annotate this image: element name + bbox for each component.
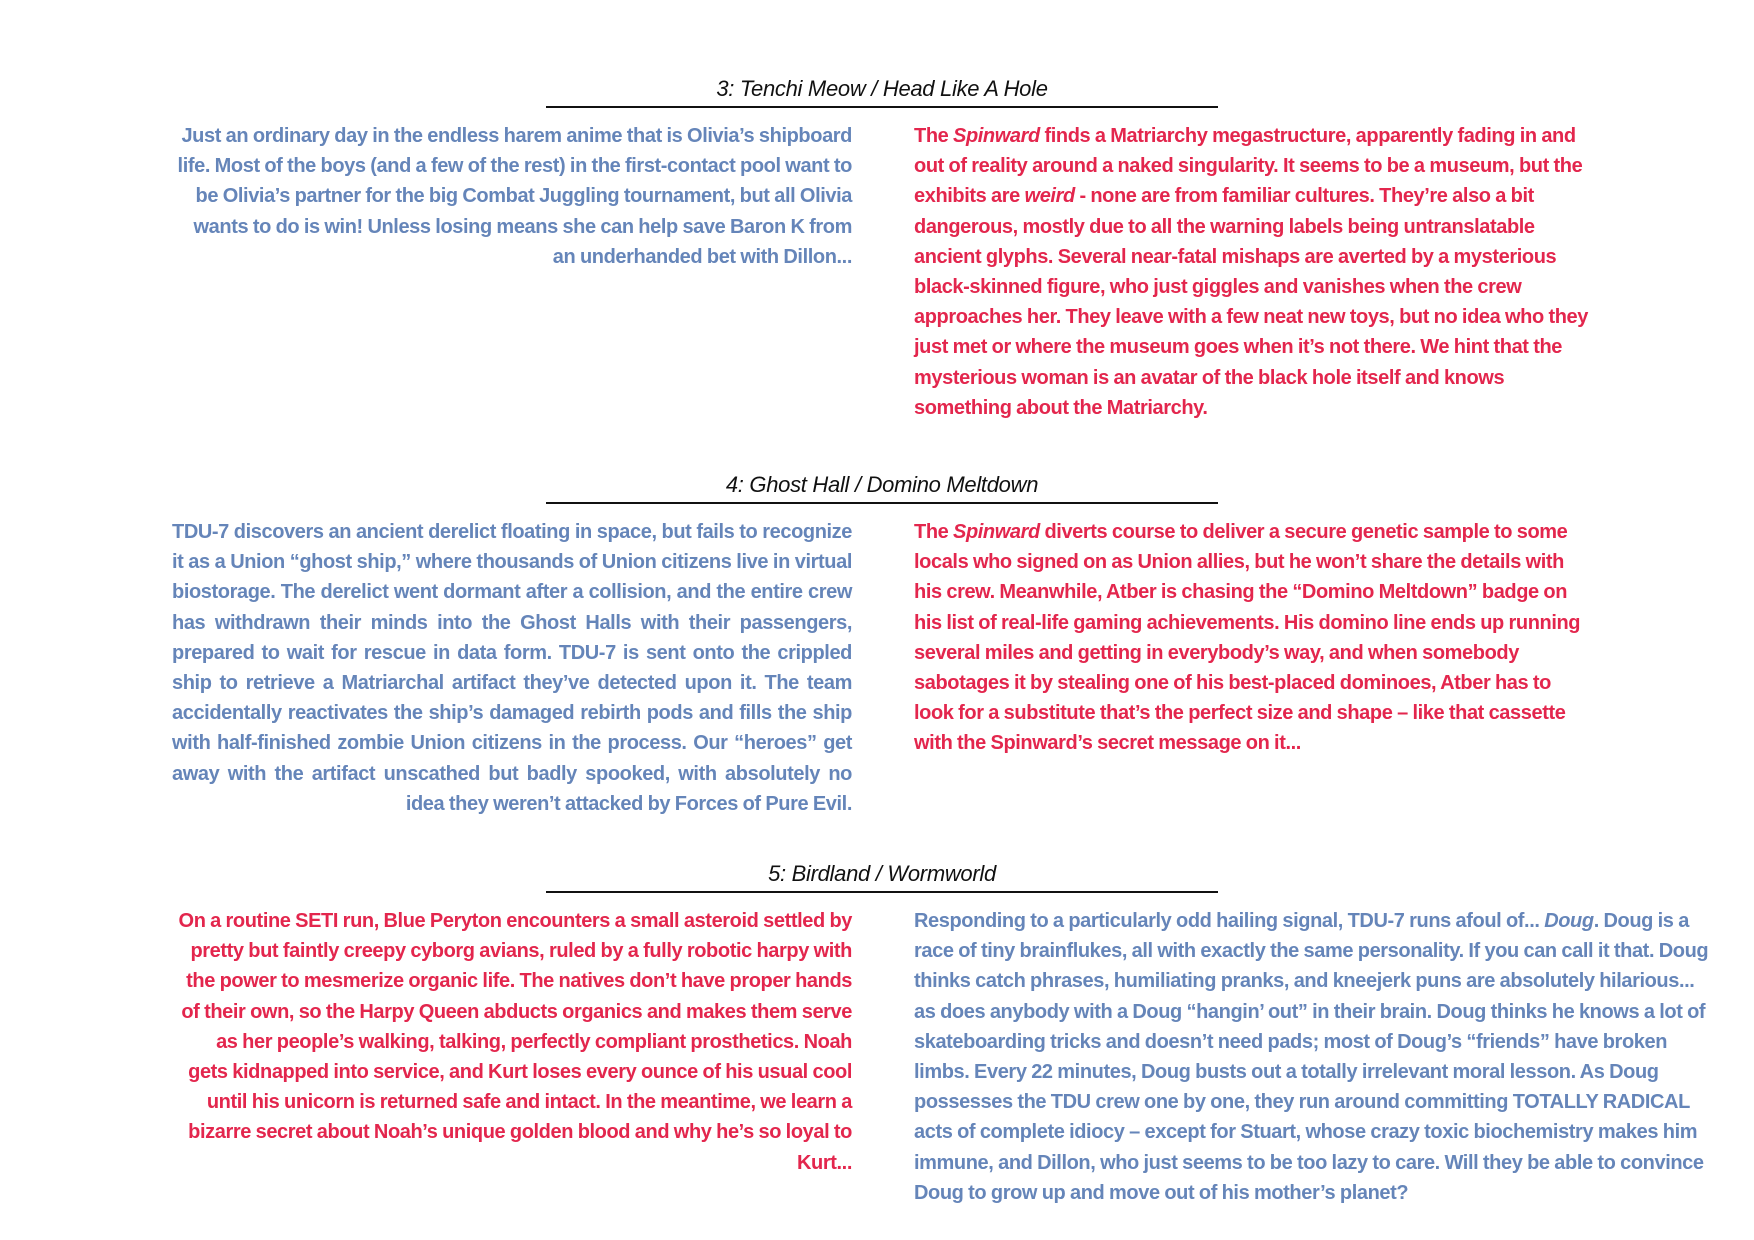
section-5-left-summary: [172, 906, 852, 1178]
text-run: The: [914, 521, 954, 543]
section-5-right-summary: [914, 906, 1714, 1208]
section-4-title: 4: Ghost Hall / Domino Meltdown: [546, 472, 1218, 504]
text-run: The: [914, 125, 954, 147]
text-run: finds a Matriarchy megastructure, apparently fading in and out of reality around a naked singularity. It seems to be a museum, but the exhibits are: [914, 125, 1583, 208]
ship-name: Spinward: [953, 521, 1040, 543]
text-run: - none are from familiar cultures. They’re also a bit dangerous, mostly due to all the warning labels being untranslatable ancient glyphs. Several near-fatal mishaps are averted by a mysterious black-skinned figure, who just giggles and vanishes when the crew approaches her. They leave with a few neat new toys, but no idea who they just met or where the museum goes when it’s not there. We hint that the mysterious woman is an avatar of the black hole itself and knows something about the Matriarchy.: [914, 185, 1588, 419]
section-5-title: 5: Birdland / Wormworld: [546, 861, 1218, 893]
text-run: Responding to a particularly odd hailing signal, TDU-7 runs afoul of...: [914, 910, 1545, 932]
section-4-right-summary: [914, 517, 1594, 759]
text-run: diverts course to deliver a secure genetic sample to some locals who signed on as Union allies, but he won’t share the details with his crew. Meanwhile, Atber is chasing the “Domino Meltdown” badge on his list of real-life gaming achievements. His domino line ends up running several miles and getting in everybody’s way, and when somebody sabotages it by stealing one of his best-placed dominoes, Atber has to look for a substitute that’s the perfect size and shape – like that cassette with the Spinward’s secret message on it...: [914, 521, 1581, 755]
section-5-left-text: On a routine SETI run, Blue Peryton encounters a small asteroid settled by pretty but faintly creepy cyborg avians, ruled by a fully robotic harpy with the power to mesmerize organic life. The natives don’t have proper hands of their own, so the Harpy Queen abducts organics and makes them serve as her people’s walking, talking, perfectly compliant prosthetics. Noah gets kidnapped into service, and Kurt loses every ounce of his usual cool until his unicorn is returned safe and intact. In the meantime, we learn a bizarre secret about Noah’s unique golden blood and why he’s so loyal to Kurt...: [178, 910, 852, 1174]
section-3-left-summary: [172, 121, 852, 272]
text-run: . Doug is a race of tiny brainflukes, all with exactly the same personality. If you can call it that. Doug thinks catch phrases, humiliating pranks, and kneejerk puns are absolutely hilarious... as does anybody with a Doug “hangin’ out” in their brain. Doug thinks he knows a lot of skateboarding tricks and doesn’t need pads; most of Doug’s “friends” have broken limbs. Every 22 minutes, Doug busts out a totally irrelevant moral lesson. As Doug possesses the TDU crew one by one, they run around committing TOTALLY RADICAL acts of complete idiocy – except for Stuart, whose crazy toxic biochemistry makes him immune, and Dillon, who just seems to be too lazy to care. Will they be able to convince Doug to grow up and move out of his mother’s planet?: [914, 910, 1709, 1204]
emphasis: Doug: [1544, 910, 1594, 932]
section-3-right-summary: [914, 121, 1594, 423]
section-3-left-text: Just an ordinary day in the endless harem anime that is Olivia’s shipboard life. Most of the boys (and a few of the rest) in the first-contact pool want to be Olivia’s partner for the big Combat Juggling tournament, but all Olivia wants to do is win! Unless losing means she can help save Baron K from an underhanded bet with Dillon...: [177, 125, 852, 268]
section-3-title: 3: Tenchi Meow / Head Like A Hole: [546, 76, 1218, 108]
section-4-left-summary: [172, 517, 852, 819]
section-4-left-text: TDU-7 discovers an ancient derelict floating in space, but fails to recognize it as a Union “ghost ship,” where thousands of Union citizens live in virtual biostorage. The derelict went dormant after a collision, and the entire crew has withdrawn their minds into the Ghost Halls with their passengers, prepared to wait for rescue in data form. TDU-7 is sent onto the crippled ship to retrieve a Matriarchal artifact they’ve detected upon it. The team accidentally reactivates the ship’s damaged rebirth pods and fills the ship with half-finished zombie Union citizens in the process. Our “heroes” get away with the artifact unscathed but badly spooked, with absolutely no idea they weren’t attacked by Forces of Pure Evil.: [172, 521, 852, 815]
ship-name: Spinward: [953, 125, 1040, 147]
emphasis: weird: [1024, 185, 1075, 208]
